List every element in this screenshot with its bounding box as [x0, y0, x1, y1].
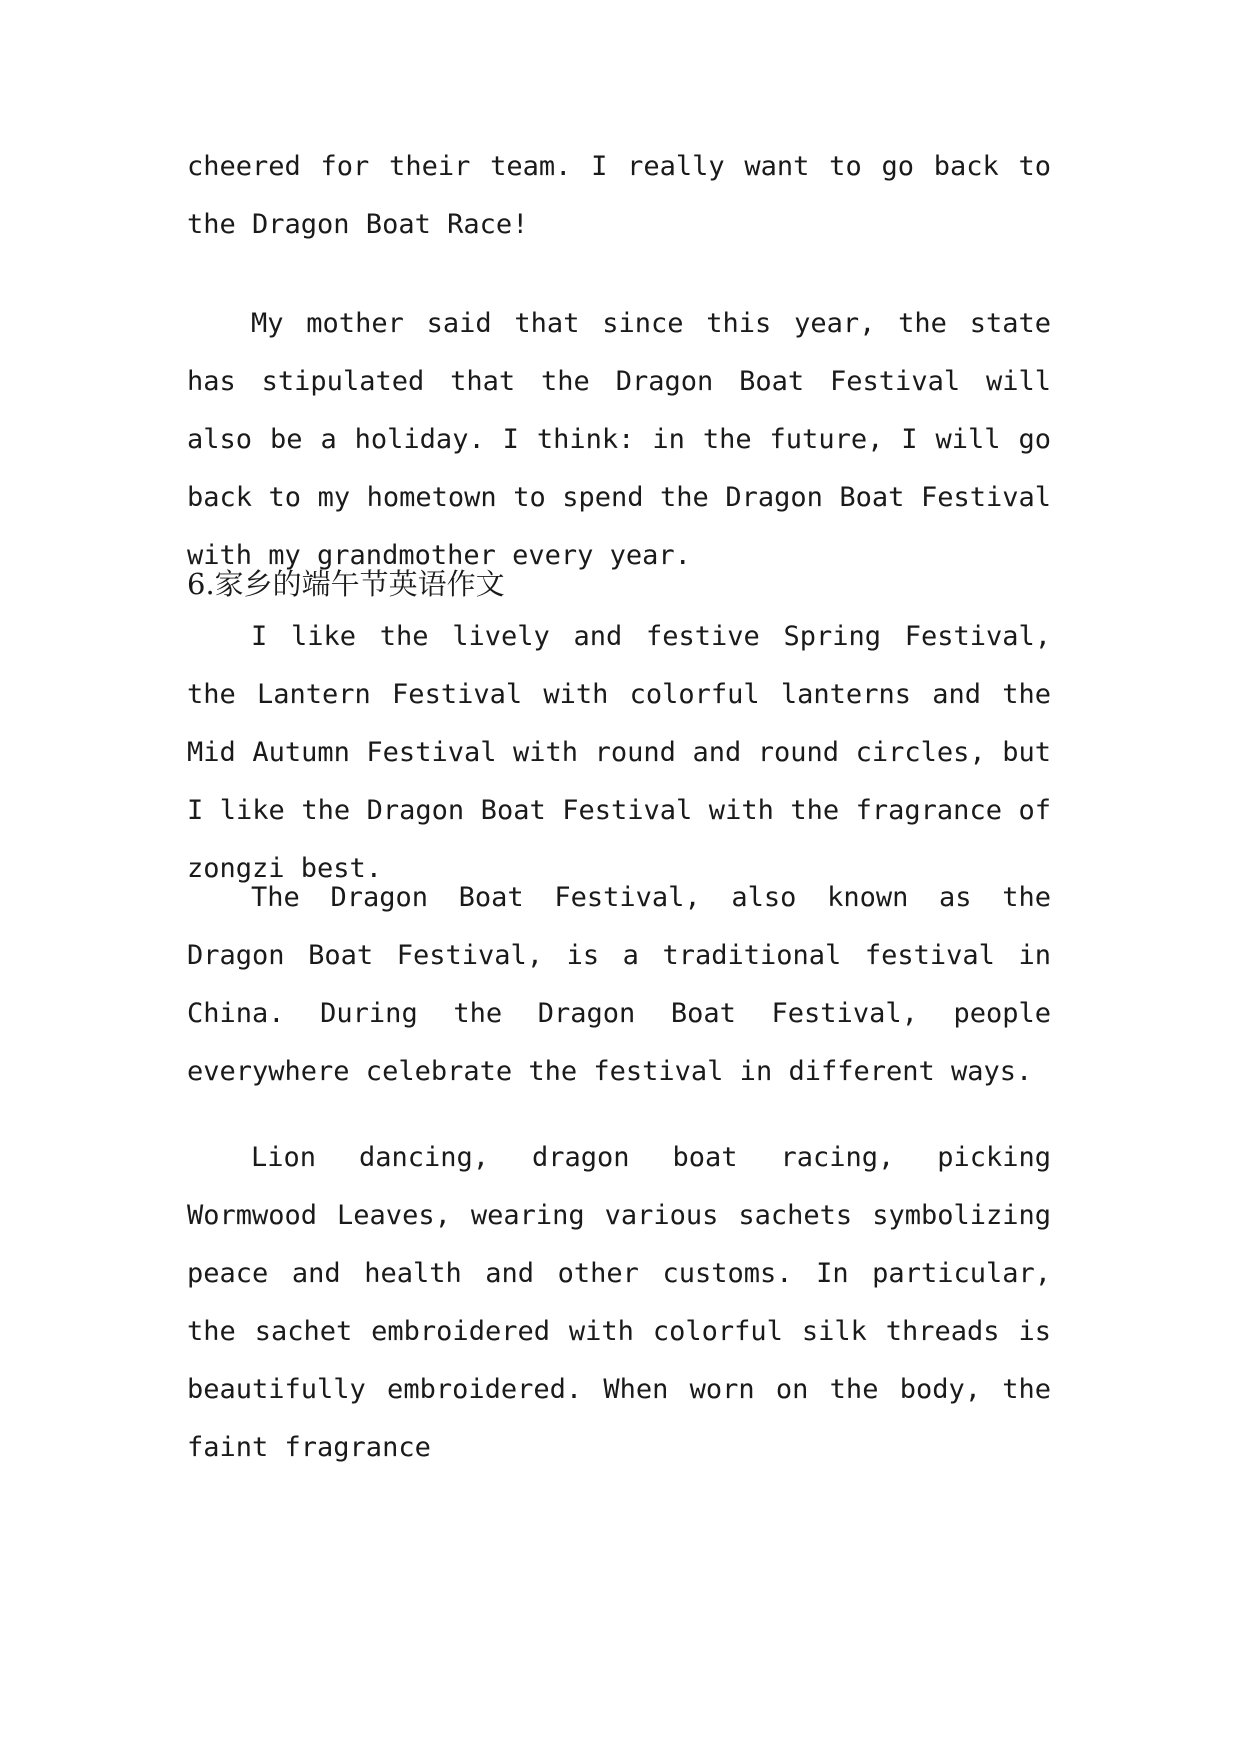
- paragraph-holiday-stipulation: My mother said that since this year, the state has stipulated that the Dragon Boat Festival will also be a holiday. I think: in the future, I will go back to my hometown to spend the Dragon Boat Festival with my grandmother every year.: [187, 308, 1051, 571]
- section-heading: 6.家乡的端午节英语作文: [187, 567, 505, 601]
- paragraph-festival-preference: I like the lively and festive Spring Festival, the Lantern Festival with colorful lanterns and the Mid Autumn Festival with round and round circles, but I like the Dragon Boat Festival with the fragrance of zongzi best.: [187, 621, 1051, 884]
- paragraph-festival-customs: Lion dancing, dragon boat racing, picking Wormwood Leaves, wearing various sachets symbolizing peace and health and other customs. In particular, the sachet embroidered with colorful silk threads is beautifully embroidered. When worn on the body, the faint fragrance: [187, 1142, 1051, 1463]
- paragraph-dragon-boat-race-ending: cheered for their team. I really want to go back to the Dragon Boat Race!: [187, 151, 1051, 240]
- paragraph-festival-intro: The Dragon Boat Festival, also known as the Dragon Boat Festival, is a traditional festival in China. During the Dragon Boat Festival, people everywhere celebrate the festival in different ways.: [187, 882, 1051, 1087]
